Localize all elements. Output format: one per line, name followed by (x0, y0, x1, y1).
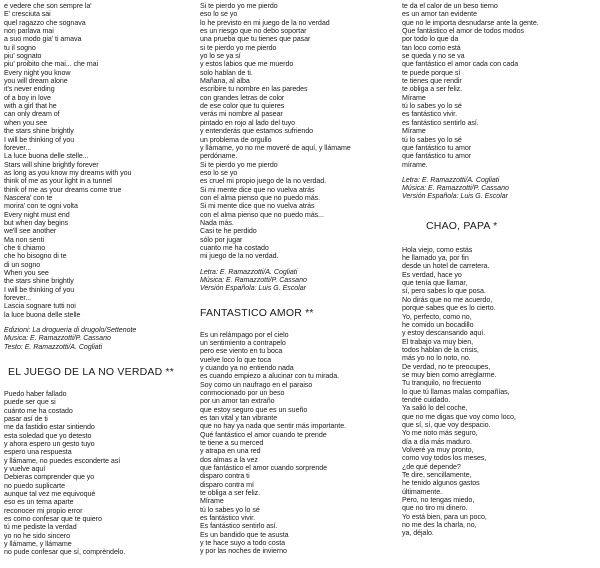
lyric-line: Ma non senti (4, 235, 45, 244)
lyric-line: Mañana, al alba (200, 77, 250, 86)
song-lyrics (200, 331, 398, 556)
lyric-line: de ese color que tu quieres (200, 102, 285, 111)
lyric-line: Es un relámpago por el cielo (200, 330, 289, 339)
lyric-line: Qué fantástico el amor cuando te prende (200, 430, 327, 439)
lyric-line: Volveré ya muy pronto, (402, 446, 474, 455)
lyric-line: y estoy descansando aquí. (402, 329, 486, 338)
song-title-el-juego: EL JUEGO DE LA NO VERDAD ** (8, 365, 175, 378)
lyric-line: escribire tu nombre en las paredes (200, 85, 308, 94)
lyric-line: Edizioni: La drogueria di drugolo/Settenote (4, 327, 137, 335)
lyric-line: sólo por jugar (200, 235, 243, 244)
lyric-line: lo he previsto en mi juego de la no verdad (200, 18, 330, 27)
lyrics-column-left (4, 2, 192, 557)
lyric-line: Mírame (200, 497, 224, 506)
lyric-line: Letra: E. Ramazzotti/A. Cogliati (402, 176, 500, 184)
lyric-line: Ya salió lo del coche, (402, 404, 468, 413)
lyric-line: of a boy in love (4, 93, 51, 102)
lyric-line: como voy todos los meses, (402, 454, 487, 463)
lyric-line: es fantástico vivir. (402, 110, 457, 119)
lyric-line: tú lo sabes yo lo sé (200, 505, 260, 514)
lyric-line: puede ser que si (4, 398, 56, 407)
lyric-line: Nascera' con te (4, 193, 53, 202)
lyric-line: y ahora espero un gesto tuyo (4, 440, 95, 449)
lyric-line: la luce buona delle stelle (4, 310, 81, 319)
lyric-line: tú me pediste la verdad (4, 523, 77, 532)
lyric-line: que fantástico tu amor (402, 143, 472, 152)
lyric-line: pintado en rojo al lado del tuyo (200, 118, 296, 127)
lyric-line: Es un bandido que te asusta (200, 530, 289, 539)
lyric-line: Testo: E. Ramazzotti/A. Cogliati (4, 343, 103, 351)
lyrics-column-middle (200, 2, 398, 556)
lyric-line: Música: E. Ramazzotti/P. Cassano (402, 185, 509, 193)
lyric-line: Versión Española: Luis G. Escolar (402, 193, 508, 201)
lyric-line: por un amor tan extraño (200, 397, 275, 406)
lyric-line: Pero, no tengas miedo, (402, 496, 475, 505)
lyric-line: you will dream alone (4, 77, 68, 86)
lyric-line: eso lo se yo (200, 168, 238, 177)
lyric-line: it's never ending (4, 85, 55, 94)
lyric-line: a suo modo gia' ti amava (4, 35, 82, 44)
lyric-line: no puedo suplicarte (4, 481, 65, 490)
lyric-line: Letra: E. Ramazzotti/A. Cogliati (200, 268, 298, 276)
lyric-line: tu il sogno (4, 43, 36, 52)
lyric-line: Nada más. (200, 218, 234, 227)
lyric-line: yo lo se ya sí (200, 52, 241, 61)
lyric-line: with a girl that he (4, 102, 57, 111)
lyric-line: I will be thinking of you (4, 135, 75, 144)
lyric-line: he llamado ya, por fin (402, 254, 469, 263)
lyric-line: Si te pierdo yo me pierdo (200, 2, 278, 10)
lyric-line: te puede porque sí (402, 68, 461, 77)
lyric-line: solo hablan de ti. (200, 68, 253, 77)
lyric-line: Yo, perfecto, como no, (402, 312, 472, 321)
lyric-line: es fantástico vivir. (200, 514, 255, 523)
lyric-line: morira' con te ogni volta (4, 202, 78, 211)
lyric-line: think of me as your dreams come true (4, 185, 122, 194)
lyric-line: Te dire, sencillamente, (402, 471, 472, 480)
lyric-line: Que fantástico el amor de todos modos (402, 27, 524, 36)
lyric-line: más yo no lo noto, no. (402, 354, 471, 363)
lyric-line: que no tiro mi dinero. (402, 504, 468, 513)
lyric-line: forever... (4, 294, 32, 303)
lyric-line: Every night you know (4, 68, 71, 77)
lyric-line: tú lo sabes yo lo sé (402, 135, 462, 144)
lyric-line: es como confesar que te quiero (4, 515, 102, 524)
lyrics-column-right (402, 2, 598, 538)
song-credits (402, 177, 598, 202)
lyric-line: si te pierdo yo me pierdo (200, 43, 277, 52)
lyric-line: disparo contra mí (200, 480, 254, 489)
lyric-line: todos hablan de la crisis, (402, 345, 479, 354)
song-credits (4, 327, 192, 352)
lyric-line: se queda y no se va (402, 52, 465, 61)
lyric-line: una prueba que tu tienes que pasar (200, 35, 311, 44)
lyric-line: es cuando empiezo a alucinar con tu mirada. (200, 372, 340, 381)
lyric-line: Si mi mente dice que no vuelva atrás (200, 185, 315, 194)
lyric-line: aunque tal vez me equivoqué (4, 490, 96, 499)
lyric-line: y llámame, y llámame (4, 540, 72, 549)
lyric-line: forever... (4, 143, 32, 152)
lyric-line: pasar así de ti (4, 414, 48, 423)
lyric-line: se muy bien como arreglarme. (402, 370, 497, 379)
lyric-line: I will be thinking of you (4, 285, 75, 294)
lyric-line: When you see (4, 269, 49, 277)
lyric-line: ya, déjalo. (402, 529, 434, 538)
lyric-line: Es fantástico sentirlo así. (200, 522, 278, 531)
lyric-line: eso es un tema aparte (4, 498, 74, 507)
lyric-line: Stars will shine brightly forever (4, 160, 99, 169)
lyric-line: que tenía que llamar, (402, 279, 468, 288)
lyric-line: Versión Española: Luis G. Escolar (200, 285, 306, 293)
lyric-line: cuánto me ha costado (4, 406, 73, 415)
lyric-line: when you see (4, 118, 48, 127)
lyric-line: un problema de orgullo (200, 135, 272, 144)
lyric-line: tendré cuidado. (402, 395, 451, 404)
lyric-line: últimamente. (402, 487, 443, 496)
lyric-line: Debieras comprender que yo (4, 473, 95, 482)
lyric-line: di un sogno (4, 260, 41, 269)
lyric-line: y atrapa en una red (200, 447, 261, 456)
song-title-fantastico-amor: FANTASTICO AMOR ** (200, 306, 314, 319)
lyric-line: Yo me noto más seguro, (402, 429, 478, 438)
lyric-line: dos almas a la vez (200, 455, 258, 464)
song-lyrics (4, 390, 192, 557)
lyric-line: que no le importa desnudarse ante la gente. (402, 18, 539, 27)
lyric-line: piu' sognato (4, 52, 42, 61)
lyric-line: the stars shine brightly (4, 277, 74, 286)
lyric-line: te obliga a ser feliz. (200, 489, 261, 498)
lyric-line: Hola viejo, como estás (402, 245, 473, 254)
lyric-line: verás mi nombre al pasear (200, 110, 283, 119)
lyric-line: Mírame (402, 127, 426, 136)
lyric-line: que fantástico el amor cuando sorprende (200, 464, 328, 473)
lyric-line: porque sabes que es lo cierto. (402, 304, 496, 313)
lyric-line: non parlava mai (4, 27, 54, 36)
lyric-line: día a día más maduro. (402, 437, 472, 446)
lyric-line: ¿de qué depende? (402, 462, 461, 471)
lyric-line: De verdad, no te preocupes, (402, 362, 491, 371)
lyric-line: que fantástico tu amor (402, 152, 472, 161)
lyric-line: sí, pero sabes lo que posa. (402, 287, 486, 296)
lyric-line: piu' proibito che mai... che mai (4, 60, 98, 69)
song-title-chao-papa: CHAO, PAPA * (426, 219, 498, 232)
lyric-line: que no me digas que voy como loco, (402, 412, 516, 421)
lyric-line: reconocer mi propio error (4, 506, 83, 515)
lyric-line: pero ese viento en tu boca (200, 347, 283, 356)
lyric-line: te obliga a ser feliz. (402, 85, 463, 94)
lyric-line: te da el calor de un beso tierno (402, 2, 498, 10)
lyric-line: conmocionado por un beso (200, 388, 285, 397)
song-credits (200, 269, 398, 294)
lyric-line: desde un hotel de carretera. (402, 262, 490, 271)
lyric-line: que estoy seguro que es un sueño (200, 405, 308, 414)
lyric-line: un sentimiento a contrapelo (200, 338, 286, 347)
lyric-line: por todo lo que da (402, 35, 459, 44)
lyric-line: lo que tú llamas malas compañías, (402, 387, 510, 396)
lyric-line: can only dream of (4, 110, 60, 119)
lyric-line: as long as you know my dreams with you (4, 168, 132, 177)
lyric-line: es cruel mi propio juego de la no verdad. (200, 177, 327, 186)
lyric-line: con grandes letras de color (200, 93, 285, 102)
lyric-line: tú lo sabes yo lo sé (402, 102, 462, 111)
lyric-line: he tenido algunos gastos (402, 479, 480, 488)
lyric-line: es un amor tan evidente (402, 10, 477, 19)
lyric-line: Musica: E. Ramazzotti/P. Cassano (4, 335, 111, 343)
lyric-line: perdóname. (200, 152, 238, 161)
lyric-line: Yo está bien, para un poco, (402, 512, 487, 521)
lyric-line: vuelve loco lo que toca (200, 355, 272, 364)
lyric-line: Música: E. Ramazzotti/P. Cassano (200, 276, 307, 284)
lyric-line: y vuelve aquí (4, 465, 46, 474)
lyric-line: disparo contra ti (200, 472, 250, 481)
lyric-line: Puedo haber fallado (4, 389, 67, 398)
lyric-line: espero una respuesta (4, 448, 72, 457)
lyric-line: Tu tranquilo, no frecuento (402, 379, 482, 388)
lyric-line: y llámame, no puedes esconderte así (4, 456, 121, 465)
lyric-line: Every night must end (4, 210, 70, 219)
lyric-line: con el alma pienso que no puedo más. (200, 193, 321, 202)
lyric-line: yo no he sido sincero (4, 531, 70, 540)
lyric-line: esta soledad que yo detesto (4, 431, 92, 440)
lyric-line: no pude confesar que sí, comprèndelo. (4, 548, 126, 557)
lyric-line: mi juego de la no verdad. (200, 252, 279, 261)
lyric-line: but when day begins (4, 218, 69, 227)
lyric-line: y estos labios que me muerdo (200, 60, 294, 69)
lyric-line: me da fastidio estar sintiendo (4, 423, 95, 432)
lyric-line: te tienes que rendir (402, 77, 462, 86)
lyric-line: no me des la charla, no, (402, 521, 477, 530)
lyric-line: y cuando ya no entiendo nada (200, 363, 294, 372)
lyric-line: Lascia sognare tutti noi (4, 302, 76, 311)
song-lyrics (402, 246, 598, 538)
song-lyrics (4, 2, 192, 319)
lyric-line: Mírame (402, 93, 426, 102)
lyric-line: Si te pierdo yo me pierdo (200, 160, 278, 169)
lyric-line: con el alma pienso que no puedo más... (200, 210, 324, 219)
lyric-line: cuanto me ha costado (200, 243, 269, 252)
lyric-line: que no hay ya nada que sentir más importante. (200, 422, 347, 431)
lyric-line: Soy como un naufrago en el paraiso (200, 380, 313, 389)
song-lyrics (200, 2, 398, 261)
lyric-line: No dirás que no me acuerdo, (402, 295, 493, 304)
song-lyrics (402, 2, 598, 169)
lyric-line: El trabajo va muy bien, (402, 337, 474, 346)
lyric-line: we'll see another (4, 227, 57, 236)
lyric-line: think of me as your light in a tunnel (4, 177, 112, 186)
lyric-line: Casi te he perdido (200, 227, 257, 236)
lyric-line: que fantástico el amor cada con cada (402, 60, 519, 69)
lyric-line: eso lo se yo (200, 10, 238, 19)
lyric-line: que sí, sí, que voy despacio. (402, 420, 491, 429)
lyric-line: Si mi mente dice que no vuelva atrás (200, 202, 315, 211)
lyric-line: es un riesgo que no debo soportar (200, 27, 307, 36)
lyric-line: y por las noches de invierno (200, 547, 287, 556)
lyric-line: he comido un bocadillo (402, 320, 474, 329)
lyric-line: mírame. (402, 160, 428, 169)
lyric-line: es fantástico sentirlo así. (402, 118, 479, 127)
lyric-line: tan loco como está (402, 43, 461, 52)
lyric-line: the stars shine brightly (4, 127, 74, 136)
lyric-line: y llámame, yo no me moveré de aquí, y llámame (200, 143, 351, 152)
lyric-line: E' cresciuta sai (4, 10, 51, 19)
lyric-line: y entenderás que estamos sufriendo (200, 127, 314, 136)
lyric-line: quel ragazzo che sognava (4, 18, 86, 27)
lyric-line: te tiene a su merced (200, 439, 264, 448)
lyric-line: che ho bisogno di te (4, 252, 67, 261)
lyric-line: e vedere che son sempre la' (4, 2, 92, 10)
lyric-line: y te hace suyo a todo costa (200, 539, 286, 548)
lyric-line: es tan vital y tan vibrante (200, 413, 278, 422)
lyric-line: che ti chiamo (4, 243, 46, 252)
lyric-line: La luce buona delle stelle... (4, 152, 89, 161)
lyric-line: Es verdad, hace yo (402, 270, 462, 279)
